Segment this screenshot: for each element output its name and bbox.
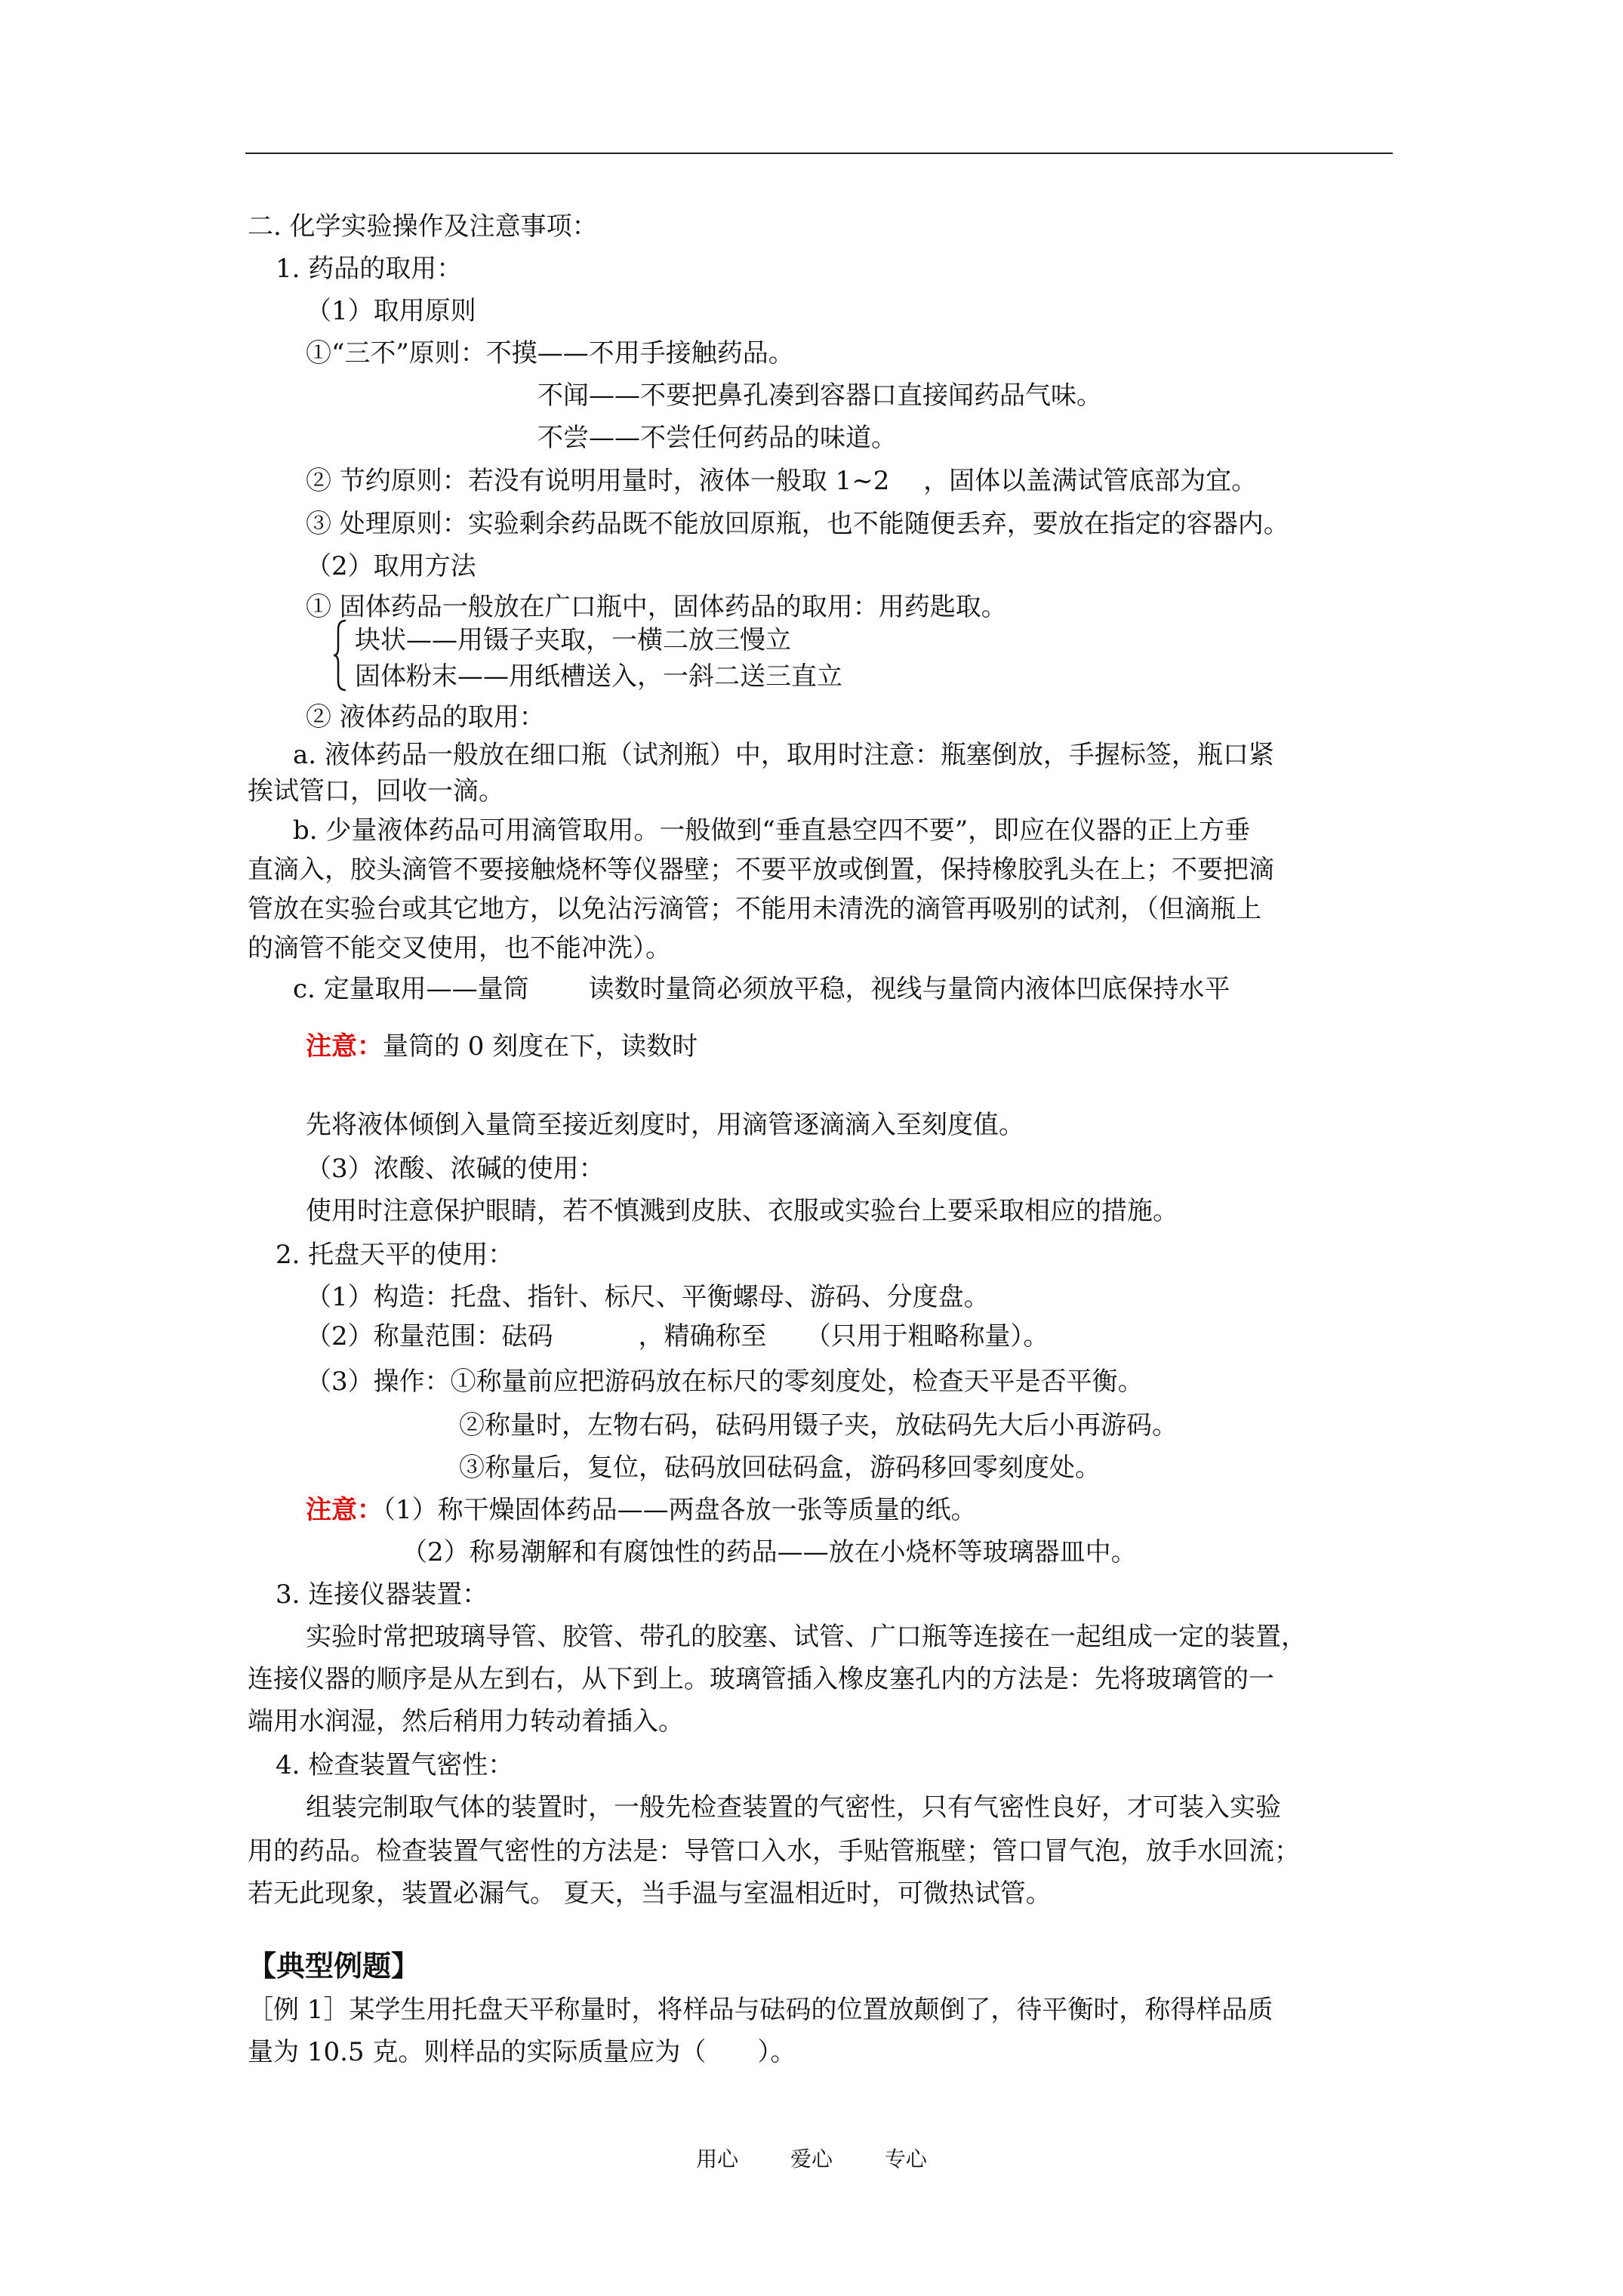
note-label: 注意： (306, 1031, 383, 1062)
text-line: ③称量后，复位，砝码放回砝码盒，游码移回零刻度处。 (459, 1453, 1101, 1483)
note-text: 量筒的 0 刻度在下，读数时 (383, 1031, 698, 1062)
text-line: 的滴管不能交叉使用，也不能冲洗）。 (248, 933, 671, 963)
text-line: 使用时注意保护眼睛，若不慎溅到皮肤、衣服或实验台上要采取相应的措施。 (306, 1196, 1178, 1226)
text-line: ② 节约原则：若没有说明用量时，液体一般取 1~2 ，固体以盖满试管底部为宜。 (306, 466, 1258, 496)
note-line (306, 1030, 698, 1063)
text-line: 组装完制取气体的装置时，一般先检查装置的气密性，只有气密性良好，才可装入实验 (306, 1792, 1281, 1823)
text-line: （2）称量范围：砝码 ，精确称至 （只用于粗略称量）。 (306, 1321, 1049, 1351)
footer-text: 专心 (884, 2147, 927, 2171)
text-line: （2）取用方法 (306, 551, 476, 581)
subsection-heading: 3. 连接仪器装置： (276, 1579, 488, 1610)
text-line: 不闻——不要把鼻孔凑到容器口直接闻药品气味。 (537, 381, 1102, 411)
text-line: ①“三不”原则：不摸——不用手接触药品。 (306, 338, 794, 368)
subsection-heading: 1. 药品的取用： (276, 254, 463, 284)
text-line: ① 固体药品一般放在广口瓶中，固体药品的取用：用药匙取。 (306, 592, 1007, 622)
page-footer (0, 2144, 1623, 2174)
text-line: 若无此现象，装置必漏气。 夏天，当手温与室温相近时，可微热试管。 (248, 1878, 1052, 1909)
text-line: ③ 处理原则：实验剩余药品既不能放回原瓶，也不能随便丢弃，要放在指定的容器内。 (306, 509, 1289, 539)
section-heading: 二. 化学实验操作及注意事项： (248, 211, 598, 242)
text-line: ［例 1］某学生用托盘天平称量时，将样品与砝码的位置放颠倒了，待平衡时，称得样品质 (248, 1995, 1273, 2025)
text-line: 固体粉末——用纸槽送入，一斜二送三直立 (355, 661, 842, 692)
text-line: b. 少量液体药品可用滴管取用。一般做到“垂直悬空四不要”，即应在仪器的正上方垂 (293, 815, 1251, 846)
text-line: a. 液体药品一般放在细口瓶（试剂瓶）中，取用时注意：瓶塞倒放，手握标签，瓶口紧 (293, 740, 1274, 770)
text-line: ② 液体药品的取用： (306, 702, 545, 732)
text-line: （1）构造：托盘、指针、标尺、平衡螺母、游码、分度盘。 (306, 1282, 990, 1312)
text-line: 连接仪器的顺序是从左到右，从下到上。玻璃管插入橡皮塞孔内的方法是：先将玻璃管的一 (248, 1664, 1274, 1694)
text-line: （1）取用原则 (306, 296, 476, 326)
examples-heading: 【典型例题】 (248, 1949, 420, 1983)
text-line: 实验时常把玻璃导管、胶管、带孔的胶塞、试管、广口瓶等连接在一起组成一定的装置， (306, 1622, 1307, 1652)
text-line: 管放在实验台或其它地方，以免沾污滴管；不能用未清洗的滴管再吸别的试剂，（但滴瓶上 (248, 894, 1261, 924)
header-rule (245, 153, 1393, 154)
text-line: 块状——用镊子夹取，一横二放三慢立 (355, 625, 791, 655)
subsection-heading: 2. 托盘天平的使用： (276, 1240, 514, 1270)
text-line: 先将液体倾倒入量筒至接近刻度时，用滴管逐滴滴入至刻度值。 (306, 1110, 1024, 1140)
text-line: 挨试管口，回收一滴。 (248, 776, 504, 806)
subsection-heading: 4. 检查装置气密性： (276, 1750, 514, 1780)
text-line: （3）操作：①称量前应把游码放在标尺的零刻度处，检查天平是否平衡。 (306, 1367, 1144, 1397)
footer-text: 用心 (696, 2147, 739, 2171)
note-label: 注意： (306, 1495, 383, 1525)
brace-icon (332, 619, 347, 692)
text-line: ②称量时，左物右码，砝码用镊子夹，放砝码先大后小再游码。 (459, 1410, 1178, 1441)
text-line: 端用水润湿，然后稍用力转动着插入。 (248, 1706, 684, 1737)
text-line: 量为 10.5 克。则样品的实际质量应为（ ）。 (248, 2037, 796, 2067)
text-line: 不尝——不尝任何药品的味道。 (537, 423, 897, 453)
text-line: 用的药品。检查装置气密性的方法是：导管口入水，手贴管瓶壁；管口冒气泡，放手水回流； (248, 1836, 1300, 1866)
text-line: 直滴入，胶头滴管不要接触烧杯等仪器壁；不要平放或倒置，保持橡胶乳头在上；不要把滴 (248, 855, 1274, 885)
note-text: （1）称干燥固体药品——两盘各放一张等质量的纸。 (383, 1495, 977, 1525)
text-line: c. 定量取用——量筒 读数时量筒必须放平稳，视线与量筒内液体凹底保持水平 (293, 974, 1230, 1004)
note-line (306, 1493, 977, 1527)
text-line: （3）浓酸、浓碱的使用： (306, 1154, 605, 1184)
text-line: （2）称易潮解和有腐蚀性的药品——放在小烧杯等玻璃器皿中。 (402, 1537, 1137, 1567)
footer-text: 爱心 (790, 2147, 833, 2171)
